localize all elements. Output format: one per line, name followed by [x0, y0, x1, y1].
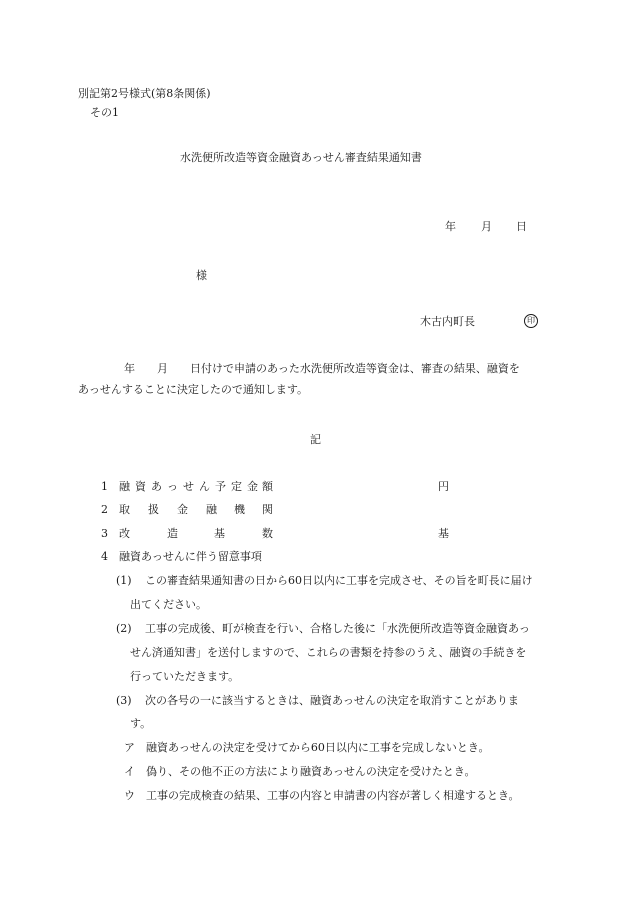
addressee-honorific: 様	[196, 269, 207, 282]
note-number: (3)	[116, 694, 132, 707]
item-number: 3	[101, 527, 108, 540]
item-label-char: 扱	[148, 503, 159, 516]
date-month: 月	[481, 220, 492, 233]
item-label-char: 取	[119, 503, 130, 516]
body-line-2: あっせんすることに決定したので通知します。	[78, 383, 309, 396]
item-label-char: っ	[167, 480, 178, 493]
item-label-char: 予	[215, 480, 226, 493]
form-label: 別記第2号様式(第8条関係)	[78, 87, 211, 100]
item-label-char: 資	[135, 480, 146, 493]
item-label-char: 金	[177, 503, 188, 516]
item-label-char: あ	[151, 480, 162, 493]
subitem-number: ウ	[124, 789, 135, 802]
item-label-char: 基	[214, 527, 225, 540]
item-label-char: 数	[262, 527, 273, 540]
ki-heading: 記	[310, 433, 321, 446]
note-line: せん済通知書」を送付しますので、これらの書類を持参のうえ、融資の手続きを	[130, 646, 527, 659]
item-label-char: 額	[262, 480, 273, 493]
date-year: 年	[445, 220, 456, 233]
body-line-1: 年 月 日付けで申請のあった水洗便所改造等資金は、審査の結果、融資を	[124, 362, 520, 375]
note-line: この審査結果通知書の日から60日以内に工事を完成させ、その旨を町長に届け	[145, 574, 533, 587]
item-unit: 基	[438, 527, 449, 540]
item-unit: 円	[438, 480, 449, 493]
item-label-char: 定	[231, 480, 242, 493]
item-label-char: 融	[206, 503, 217, 516]
sub-label: その1	[90, 106, 119, 119]
note-line: 出てください。	[130, 598, 207, 611]
document-title: 水洗便所改造等資金融資あっせん審査結果通知書	[180, 151, 422, 164]
note-line: す。	[130, 717, 152, 730]
subitem-number: ア	[124, 741, 135, 754]
issuer-name: 木古内町長	[420, 315, 475, 328]
item-label-char: 改	[119, 527, 130, 540]
subitem-text: 融資あっせんの決定を受けてから60日以内に工事を完成しないとき。	[146, 741, 490, 754]
subitem-text: 工事の完成検査の結果、工事の内容と申請書の内容が著しく相違するとき。	[146, 789, 520, 802]
item-label-char: 関	[262, 503, 273, 516]
item-label-char: 造	[167, 527, 178, 540]
date-day: 日	[516, 220, 527, 233]
item-label-char: せ	[183, 480, 194, 493]
subitem-number: イ	[124, 765, 135, 778]
item-number: 4	[101, 550, 108, 563]
note-number: (1)	[116, 574, 132, 587]
subitem-text: 偽り、その他不正の方法により融資あっせんの決定を受けたとき。	[146, 765, 476, 778]
item-label-char: ん	[199, 480, 210, 493]
item-label-char: 機	[234, 503, 245, 516]
item-label-char: 融	[119, 480, 130, 493]
item-number: 2	[101, 503, 108, 516]
note-line: 次の各号の一に該当するときは、融資あっせんの決定を取消すことがありま	[145, 694, 519, 707]
seal-mark	[524, 314, 538, 328]
seal-text: 印	[524, 314, 538, 328]
item-label-char: 金	[247, 480, 258, 493]
note-line: 行っていただきます。	[130, 670, 240, 683]
item-text: 融資あっせんに伴う留意事項	[119, 550, 262, 563]
note-line: 工事の完成後、町が検査を行い、合格した後に「水洗便所改造等資金融資あっ	[145, 622, 530, 635]
item-number: 1	[101, 480, 108, 493]
note-number: (2)	[116, 622, 132, 635]
